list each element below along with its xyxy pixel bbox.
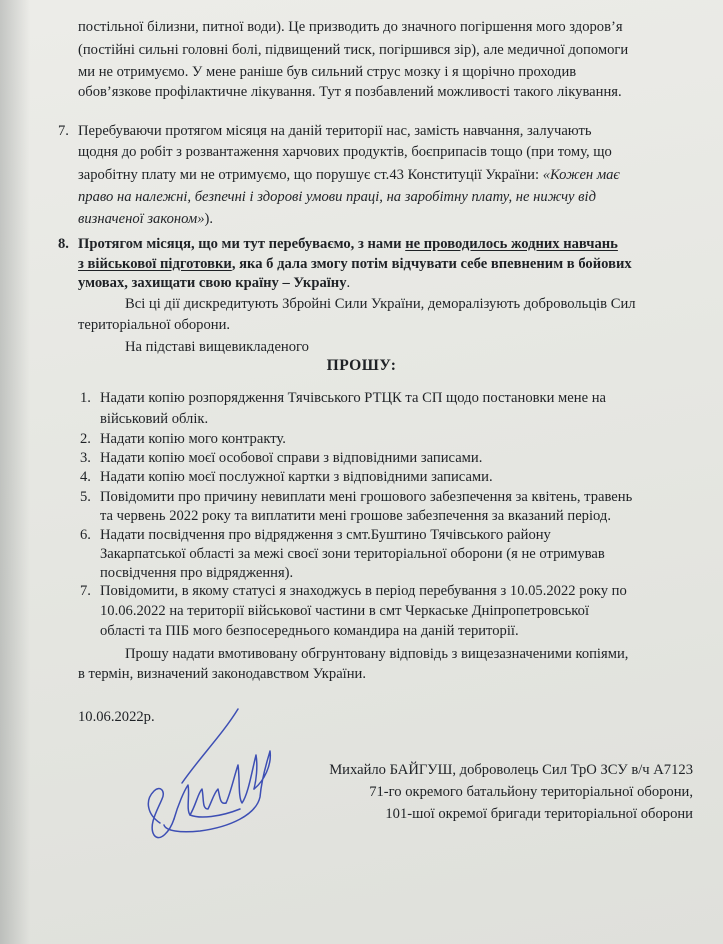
item8-underlined-phrase: не проводилось жодних навчань — [405, 236, 618, 252]
closing-line-2: в термін, визначений законодавством України. — [78, 666, 366, 682]
request-heading: ПРОШУ: — [326, 357, 397, 374]
item8-line-4: Всі ці дії дискредитують Збройні Сили України, деморалізують добровольців Сил — [125, 296, 636, 312]
signatory-line-1: Михайло БАЙГУШ, доброволець Сил ТрО ЗСУ в/ч А7123 — [329, 762, 693, 778]
request-6-line-2: Закарпатської області за межі своєї зони територіальної оборони (я не отримував — [100, 546, 605, 562]
basis-text: На підставі вищевикладеного — [125, 339, 309, 355]
request-7-line-1: Повідомити, в якому статусі я знаходжусь в період перебування з 10.05.2022 року по — [100, 583, 627, 599]
item8-line-5: територіальної оборони. — [78, 317, 231, 333]
request-5-line-2: та червень 2022 року та виплатити мені грошове забезпечення за вказаний період. — [100, 508, 611, 524]
request-4-text: Надати копію моєї послужної картки з відповідними записами. — [100, 469, 493, 485]
request-6-number: 6. — [80, 527, 91, 543]
constitution-quote-end: визначеної законом» — [78, 211, 205, 227]
request-1-number: 1. — [80, 390, 91, 406]
item7-line-1: Перебуваючи протягом місяця на даній території нас, замість навчання, залучають — [78, 123, 592, 139]
request-2-text: Надати копію мого контракту. — [100, 431, 286, 447]
item7-line-5 — [78, 210, 213, 229]
intro-line-2: (постійні сильні головні болі, підвищений тиск, погіршився зір), але медичної допомоги — [78, 42, 629, 58]
constitution-quote-start: «Кожен має — [542, 167, 620, 183]
item7-line-3-text: заробітну плату ми не отримуємо, що порушує ст.43 Конституції України: — [78, 167, 543, 183]
item7-close: ). — [204, 211, 214, 227]
paper-edge-shadow — [0, 0, 30, 944]
item7-line-2: щодня до робіт з розвантаження харчових продуктів, боєприпасів тощо (при тому, що — [78, 144, 612, 160]
request-7-number: 7. — [80, 583, 91, 599]
intro-line-3: ми не отримуємо. У мене раніше був сильний струс мозку і я щорічно проходив — [78, 64, 577, 80]
item8-underlined-phrase-2: з військової підготовки — [78, 256, 232, 272]
intro-line-1: постільної білизни, питної води). Це призводить до значного погіршення мого здоров’я — [78, 19, 623, 35]
item8-line-1-text: Протягом місяця, що ми тут перебуваємо, з нами — [78, 236, 406, 252]
intro-line-4: обов’язкове профілактичне лікування. Тут я позбавлений можливості такого лікування. — [78, 84, 622, 100]
item8-period: . — [346, 275, 351, 291]
item8-line-2 — [78, 255, 632, 274]
request-1-line-2: військовий облік. — [100, 411, 209, 427]
signatory-line-2: 71-го окремого батальйону територіальної оборони, — [369, 784, 693, 800]
item8-line-1 — [78, 235, 618, 254]
signatory-line-3: 101-шої окремої бригади територіальної оборони — [385, 806, 693, 822]
request-7-line-3: області та ПІБ мого безпосереднього командира на даній території. — [100, 623, 519, 639]
item7-line-3 — [78, 166, 620, 185]
request-6-line-1: Надати посвідчення про відрядження з смт.Буштино Тячівського району — [100, 527, 551, 543]
item8-line-2-text: , яка б дала змогу потім відчувати себе впевненим в бойових — [231, 256, 632, 272]
request-3-text: Надати копію моєї особової справи з відповідними записами. — [100, 450, 483, 466]
document-date: 10.06.2022р. — [78, 709, 155, 725]
closing-line-1: Прошу надати вмотивовану обгрунтовану відповідь з вищезазначеними копіями, — [125, 646, 629, 662]
request-6-line-3: посвідчення про відрядження). — [100, 565, 294, 581]
request-5-number: 5. — [80, 489, 91, 505]
request-4-number: 4. — [80, 469, 91, 485]
constitution-quote-line: право на належні, безпечні і здорові умови праці, на заробітну плату, не нижчу від — [78, 189, 596, 205]
request-2-number: 2. — [80, 431, 91, 447]
item7-number: 7. — [58, 123, 69, 139]
handwritten-signature — [130, 705, 280, 845]
request-3-number: 3. — [80, 450, 91, 466]
request-7-line-2: 10.06.2022 на території військової частини в смт Черкаське Дніпропетровської — [100, 603, 589, 619]
item8-line-3-text: умовах, захищати свою країну – Україну — [78, 275, 347, 291]
item8-line-3 — [78, 274, 350, 293]
item8-number: 8. — [58, 236, 69, 252]
request-5-line-1: Повідомити про причину невиплати мені грошового забезпечення за квітень, травень — [100, 489, 633, 505]
request-1-line-1: Надати копію розпорядження Тячівського РТЦК та СП щодо постановки мене на — [100, 390, 606, 406]
